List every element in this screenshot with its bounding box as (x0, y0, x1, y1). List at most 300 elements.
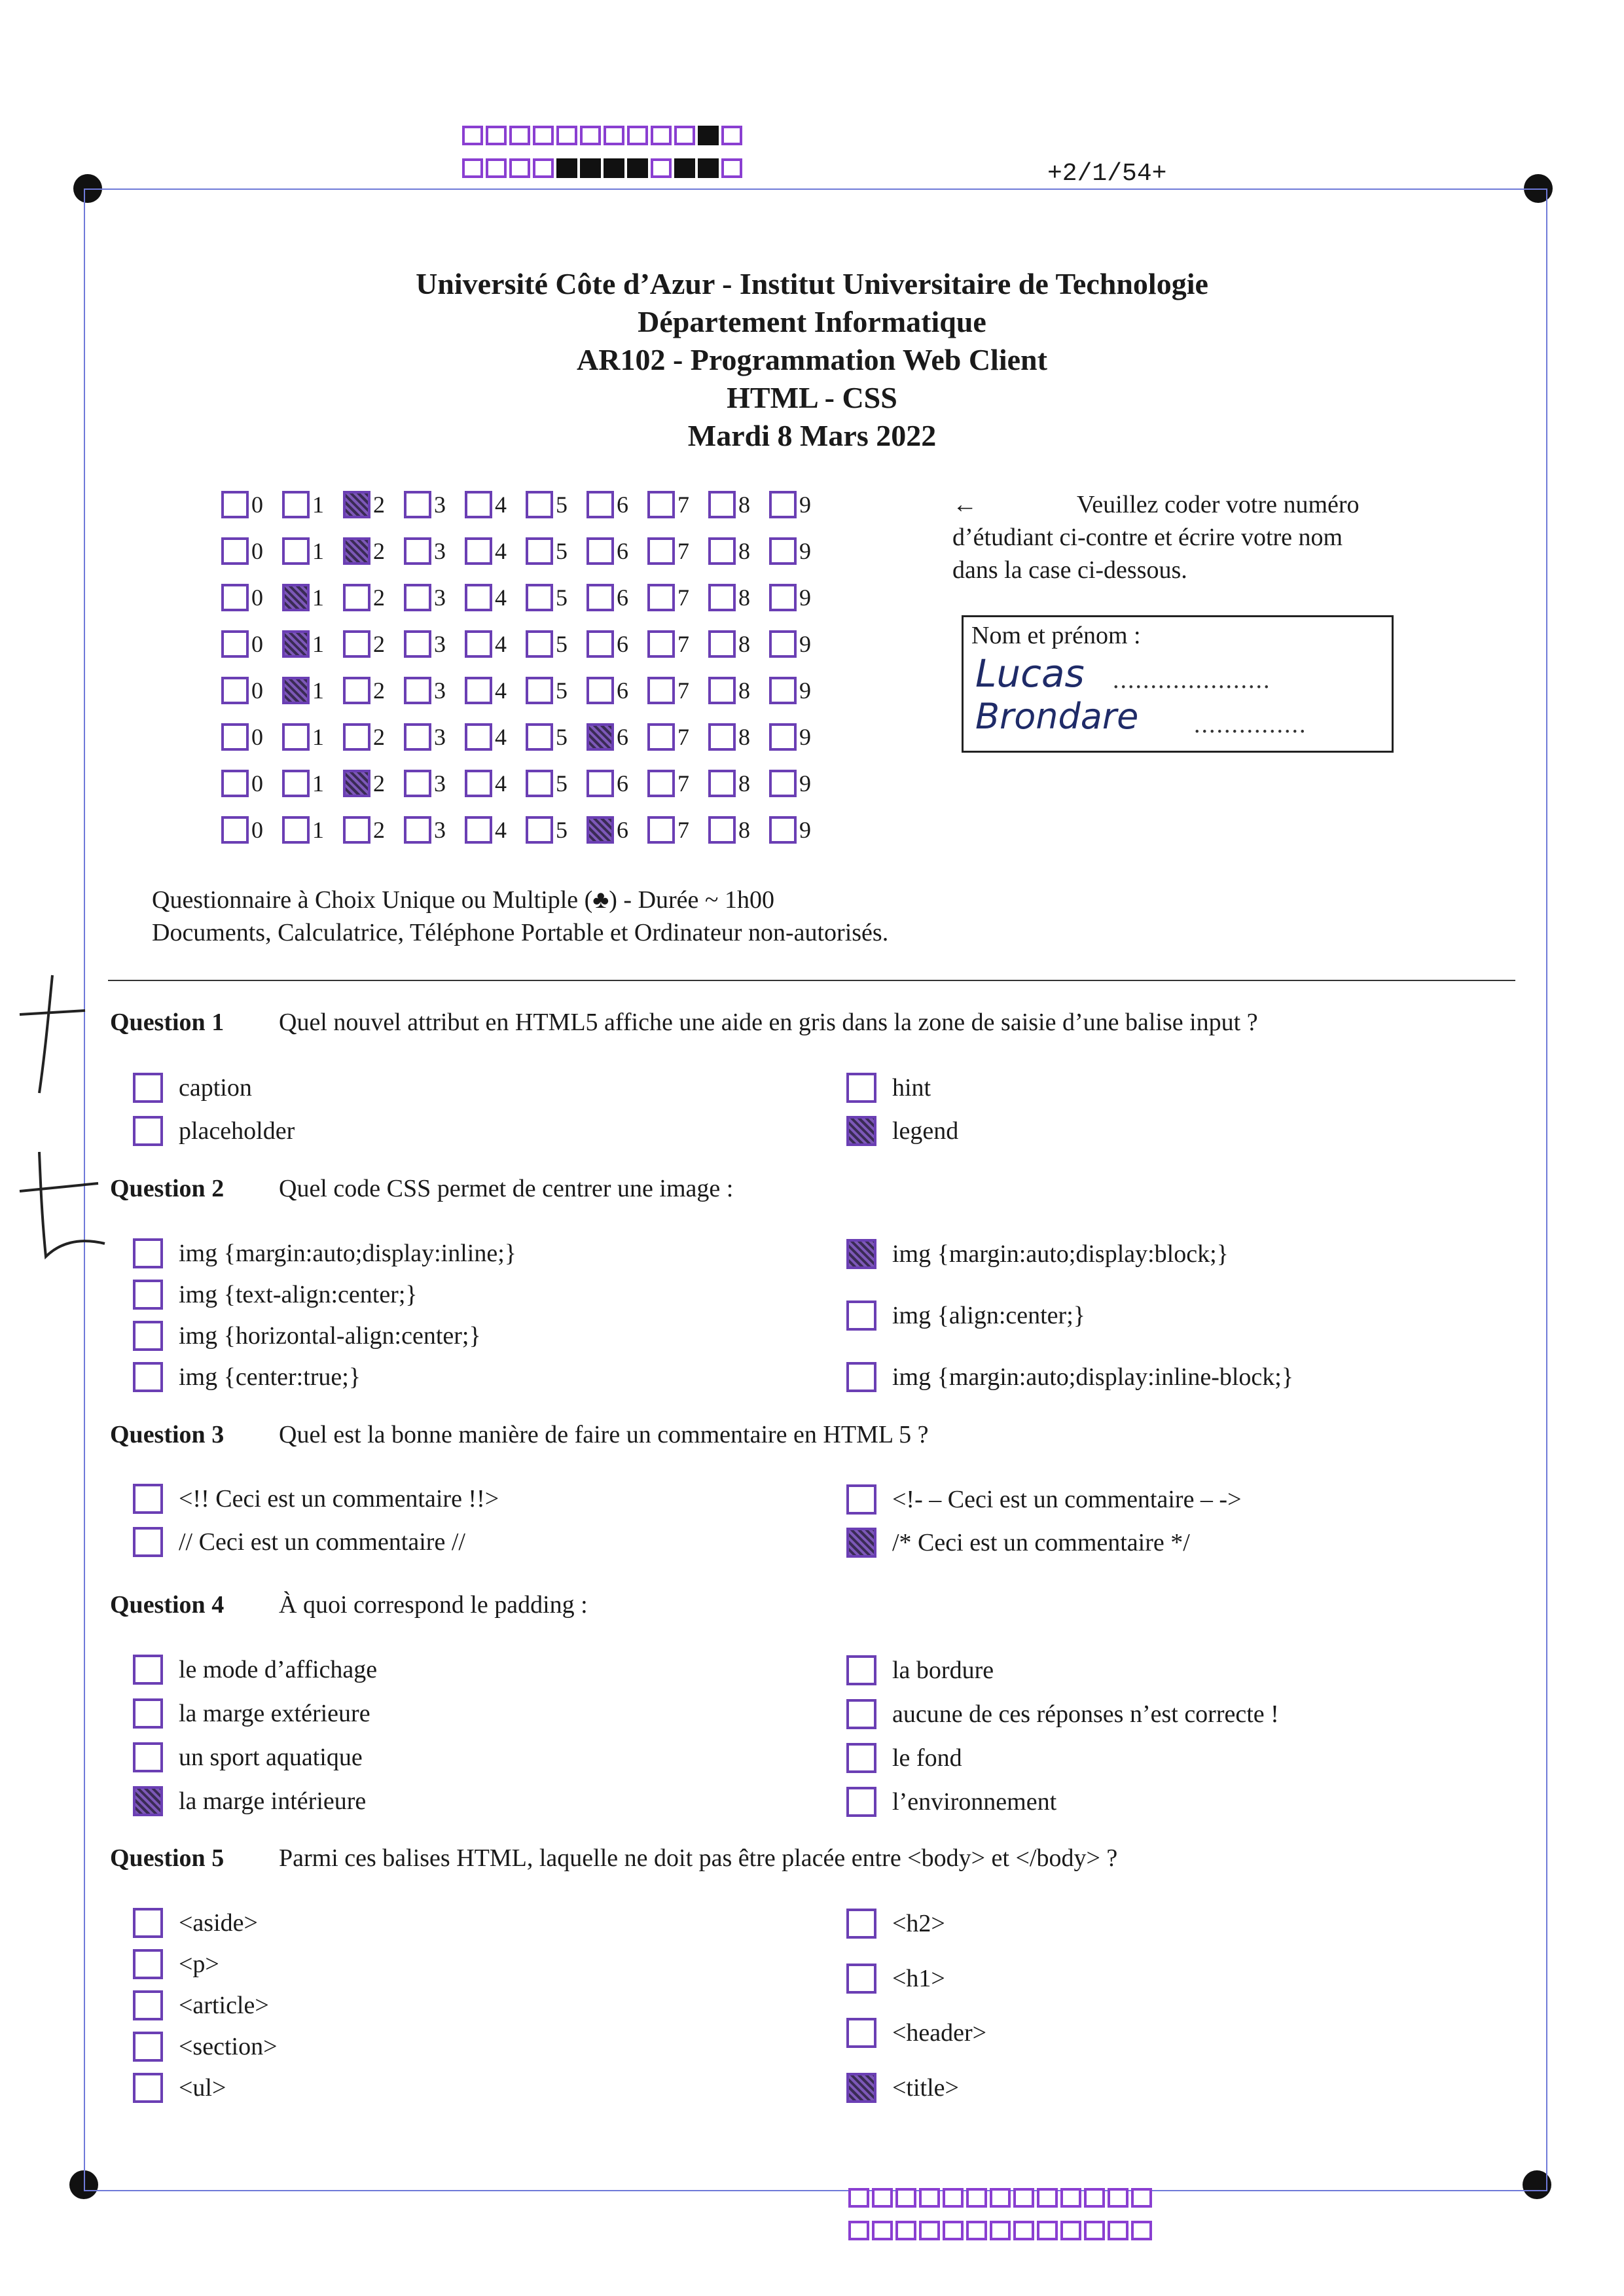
answer-option[interactable] (133, 1742, 363, 1772)
digit-checkbox[interactable] (465, 723, 492, 751)
digit-option[interactable] (465, 770, 526, 797)
digit-option[interactable] (526, 677, 586, 704)
digit-option[interactable] (647, 630, 708, 658)
digit-checkbox[interactable] (708, 770, 736, 797)
digit-checkbox[interactable] (647, 537, 675, 565)
student-number-row (221, 760, 830, 806)
digit-label: 6 (617, 770, 628, 797)
answer-option[interactable] (846, 1116, 958, 1146)
answer-checkbox[interactable] (133, 1990, 163, 2020)
digit-option[interactable] (465, 630, 526, 658)
answer-option[interactable] (846, 1073, 931, 1103)
answer-checkbox[interactable] (133, 1742, 163, 1772)
digit-label: 9 (799, 537, 811, 564)
digit-checkbox[interactable] (647, 584, 675, 611)
digit-checkbox[interactable] (647, 630, 675, 658)
answer-text: la bordure (892, 1657, 994, 1684)
answer-checkbox[interactable] (846, 2073, 876, 2103)
digit-checkbox[interactable] (282, 677, 310, 704)
digit-label: 2 (373, 816, 385, 843)
digit-label: 9 (799, 770, 811, 797)
digit-option[interactable] (526, 584, 586, 611)
digit-option[interactable] (282, 770, 343, 797)
digit-checkbox[interactable] (404, 537, 431, 565)
digit-checkbox[interactable] (343, 770, 370, 797)
digit-option[interactable] (343, 723, 404, 751)
digit-checkbox[interactable] (404, 816, 431, 844)
answer-option[interactable] (846, 2018, 986, 2048)
digit-option[interactable] (769, 630, 830, 658)
answer-option[interactable] (133, 1949, 219, 1979)
digit-option[interactable] (647, 537, 708, 565)
answer-checkbox[interactable] (846, 1528, 876, 1558)
digit-option[interactable] (769, 491, 830, 518)
digit-checkbox[interactable] (343, 677, 370, 704)
answer-checkbox[interactable] (133, 1484, 163, 1514)
answer-text: <aside> (179, 1909, 258, 1937)
digit-checkbox[interactable] (526, 770, 553, 797)
digit-checkbox[interactable] (282, 723, 310, 751)
digit-checkbox[interactable] (526, 677, 553, 704)
digit-option[interactable] (647, 723, 708, 751)
digit-option[interactable] (769, 723, 830, 751)
answer-checkbox[interactable] (133, 2032, 163, 2062)
digit-checkbox[interactable] (586, 630, 614, 658)
answer-option[interactable] (846, 1362, 1293, 1392)
digit-option[interactable] (282, 630, 343, 658)
digit-option[interactable] (647, 491, 708, 518)
answer-checkbox[interactable] (133, 1362, 163, 1392)
answer-option[interactable] (133, 1116, 295, 1146)
digit-checkbox[interactable] (282, 770, 310, 797)
digit-checkbox[interactable] (647, 491, 675, 518)
digit-option[interactable] (221, 770, 282, 797)
answer-option[interactable] (846, 1300, 1085, 1331)
digit-checkbox[interactable] (526, 816, 553, 844)
digit-checkbox[interactable] (221, 816, 249, 844)
barcode-strip-top-2 (462, 158, 742, 178)
digit-option[interactable] (769, 537, 830, 565)
digit-checkbox[interactable] (404, 491, 431, 518)
student-number-row (221, 620, 830, 667)
digit-checkbox[interactable] (708, 677, 736, 704)
digit-option[interactable] (465, 537, 526, 565)
digit-label: 3 (434, 630, 446, 657)
digit-label: 5 (556, 677, 568, 704)
digit-checkbox[interactable] (586, 584, 614, 611)
digit-checkbox[interactable] (769, 816, 797, 844)
answer-option[interactable] (133, 2073, 226, 2103)
digit-option[interactable] (647, 584, 708, 611)
answer-option[interactable] (133, 1786, 366, 1816)
digit-checkbox[interactable] (708, 723, 736, 751)
answer-checkbox[interactable] (846, 1239, 876, 1269)
digit-checkbox[interactable] (586, 677, 614, 704)
digit-option[interactable] (282, 677, 343, 704)
answer-text: hint (892, 1074, 931, 1102)
digit-label: 9 (799, 630, 811, 657)
digit-option[interactable] (404, 723, 465, 751)
digit-checkbox[interactable] (708, 584, 736, 611)
digit-checkbox[interactable] (404, 770, 431, 797)
digit-label: 5 (556, 770, 568, 797)
digit-checkbox[interactable] (526, 491, 553, 518)
digit-option[interactable] (343, 677, 404, 704)
answer-option[interactable] (846, 1909, 945, 1939)
digit-option[interactable] (769, 584, 830, 611)
answer-checkbox[interactable] (133, 1238, 163, 1268)
digit-checkbox[interactable] (282, 584, 310, 611)
digit-checkbox[interactable] (465, 770, 492, 797)
digit-checkbox[interactable] (708, 630, 736, 658)
answer-text: <h1> (892, 1965, 945, 1992)
answer-checkbox[interactable] (846, 1484, 876, 1515)
digit-option[interactable] (708, 537, 769, 565)
answer-option[interactable] (846, 1528, 1190, 1558)
digit-option[interactable] (282, 816, 343, 844)
digit-label: 7 (677, 770, 689, 797)
digit-label: 8 (738, 630, 750, 657)
digit-checkbox[interactable] (221, 770, 249, 797)
digit-option[interactable] (282, 584, 343, 611)
answer-text: img {center:true;} (179, 1363, 361, 1391)
digit-label: 8 (738, 770, 750, 797)
digit-checkbox[interactable] (647, 770, 675, 797)
digit-option[interactable] (465, 677, 526, 704)
answer-text: /* Ceci est un commentaire */ (892, 1529, 1190, 1556)
digit-label: 3 (434, 537, 446, 564)
digit-checkbox[interactable] (343, 584, 370, 611)
digit-option[interactable] (647, 770, 708, 797)
digit-option[interactable] (404, 584, 465, 611)
digit-label: 4 (495, 677, 507, 704)
digit-option[interactable] (221, 723, 282, 751)
digit-checkbox[interactable] (708, 816, 736, 844)
answer-checkbox[interactable] (133, 1527, 163, 1557)
handwritten-last-name: Brondare (975, 696, 1139, 737)
digit-checkbox[interactable] (586, 537, 614, 565)
answer-text: le mode d’affichage (179, 1656, 378, 1683)
digit-checkbox[interactable] (282, 537, 310, 565)
digit-checkbox[interactable] (282, 491, 310, 518)
digit-option[interactable] (526, 770, 586, 797)
digit-option[interactable] (343, 537, 404, 565)
digit-checkbox[interactable] (404, 677, 431, 704)
answer-text: img {text-align:center;} (179, 1281, 418, 1308)
digit-label: 9 (799, 584, 811, 611)
digit-option[interactable] (526, 723, 586, 751)
digit-option[interactable] (647, 677, 708, 704)
digit-checkbox[interactable] (404, 630, 431, 658)
answer-option[interactable] (133, 1362, 361, 1392)
header-subject: HTML - CSS (727, 381, 897, 414)
intro-line-1: Questionnaire à Choix Unique ou Multiple (♣) - Durée ~ 1h00 (152, 886, 774, 914)
answer-checkbox[interactable] (133, 1321, 163, 1351)
answer-checkbox[interactable] (133, 2073, 163, 2103)
digit-label: 5 (556, 584, 568, 611)
answer-checkbox[interactable] (133, 1116, 163, 1146)
digit-option[interactable] (526, 537, 586, 565)
answer-text: aucune de ces réponses n’est correcte ! (892, 1700, 1279, 1728)
digit-checkbox[interactable] (586, 770, 614, 797)
digit-checkbox[interactable] (526, 537, 553, 565)
digit-option[interactable] (404, 770, 465, 797)
digit-checkbox[interactable] (769, 630, 797, 658)
digit-checkbox[interactable] (708, 491, 736, 518)
digit-checkbox[interactable] (586, 816, 614, 844)
answer-option[interactable] (846, 1655, 994, 1685)
digit-checkbox[interactable] (465, 677, 492, 704)
answer-checkbox[interactable] (133, 1655, 163, 1685)
digit-option[interactable] (343, 816, 404, 844)
question-label: Question 1 (110, 1009, 225, 1036)
digit-checkbox[interactable] (404, 584, 431, 611)
answer-text: la marge intérieure (179, 1787, 367, 1815)
digit-label: 1 (312, 630, 324, 657)
answer-text: <section> (179, 2033, 278, 2060)
answer-checkbox[interactable] (846, 1964, 876, 1994)
digit-checkbox[interactable] (282, 816, 310, 844)
digit-checkbox[interactable] (586, 491, 614, 518)
digit-checkbox[interactable] (343, 723, 370, 751)
digit-option[interactable] (586, 630, 647, 658)
answer-text: un sport aquatique (179, 1744, 363, 1771)
answer-text: <!- – Ceci est un commentaire – -> (892, 1486, 1242, 1513)
answer-checkbox[interactable] (133, 1949, 163, 1979)
digit-label: 3 (434, 816, 446, 843)
digit-checkbox[interactable] (343, 816, 370, 844)
digit-option[interactable] (708, 584, 769, 611)
answer-checkbox[interactable] (846, 1909, 876, 1939)
answer-checkbox[interactable] (133, 1908, 163, 1938)
digit-label: 8 (738, 816, 750, 843)
digit-option[interactable] (221, 537, 282, 565)
answer-text: <ul> (179, 2074, 226, 2102)
digit-option[interactable] (526, 816, 586, 844)
answer-option[interactable] (133, 1073, 252, 1103)
digit-option[interactable] (708, 816, 769, 844)
answer-checkbox[interactable] (846, 1699, 876, 1729)
digit-checkbox[interactable] (526, 630, 553, 658)
digit-checkbox[interactable] (465, 816, 492, 844)
digit-option[interactable] (586, 491, 647, 518)
digit-label: 7 (677, 630, 689, 657)
digit-checkbox[interactable] (282, 630, 310, 658)
answer-option[interactable] (133, 1321, 481, 1351)
digit-option[interactable] (343, 630, 404, 658)
answer-option[interactable] (133, 1698, 370, 1729)
answer-checkbox[interactable] (846, 1073, 876, 1103)
answer-option[interactable] (846, 1787, 1056, 1817)
student-number-row (221, 667, 830, 713)
digit-label: 5 (556, 723, 568, 750)
digit-checkbox[interactable] (343, 630, 370, 658)
answer-checkbox[interactable] (846, 2018, 876, 2048)
barcode-strip-top-1 (462, 126, 742, 145)
answer-option[interactable] (846, 1239, 1229, 1269)
digit-option[interactable] (708, 491, 769, 518)
digit-option[interactable] (526, 491, 586, 518)
last-name-dotted-line: ............... (1194, 711, 1307, 738)
digit-option[interactable] (586, 816, 647, 844)
digit-checkbox[interactable] (647, 723, 675, 751)
digit-option[interactable] (708, 770, 769, 797)
digit-option[interactable] (221, 816, 282, 844)
digit-option[interactable] (586, 537, 647, 565)
digit-option[interactable] (708, 677, 769, 704)
digit-option[interactable] (586, 723, 647, 751)
digit-checkbox[interactable] (769, 537, 797, 565)
answer-checkbox[interactable] (133, 1280, 163, 1310)
answer-checkbox[interactable] (846, 1300, 876, 1331)
intro-line-2: Documents, Calculatrice, Téléphone Portable et Ordinateur non-autorisés. (152, 919, 889, 946)
digit-option[interactable] (282, 491, 343, 518)
question-label: Question 5 (110, 1844, 225, 1872)
digit-label: 4 (495, 816, 507, 843)
digit-checkbox[interactable] (708, 537, 736, 565)
digit-option[interactable] (404, 677, 465, 704)
answer-option[interactable] (133, 1527, 465, 1557)
digit-checkbox[interactable] (769, 584, 797, 611)
digit-option[interactable] (526, 630, 586, 658)
digit-label: 1 (312, 770, 324, 797)
digit-checkbox[interactable] (647, 816, 675, 844)
answer-option[interactable] (133, 1990, 269, 2020)
question-text: À quoi correspond le padding : (279, 1591, 588, 1619)
digit-checkbox[interactable] (769, 677, 797, 704)
digit-checkbox[interactable] (769, 723, 797, 751)
answer-checkbox[interactable] (846, 1116, 876, 1146)
digit-label: 7 (677, 816, 689, 843)
answer-checkbox[interactable] (133, 1073, 163, 1103)
digit-checkbox[interactable] (769, 491, 797, 518)
answer-option[interactable] (133, 1280, 418, 1310)
digit-checkbox[interactable] (526, 723, 553, 751)
digit-option[interactable] (404, 537, 465, 565)
answer-option[interactable] (846, 1484, 1242, 1515)
instructions-line-3: dans la case ci-dessous. (952, 556, 1187, 584)
digit-option[interactable] (586, 584, 647, 611)
digit-option[interactable] (769, 816, 830, 844)
digit-option[interactable] (465, 816, 526, 844)
answer-option[interactable] (846, 1964, 945, 1994)
name-box[interactable] (962, 615, 1394, 753)
answer-option[interactable] (133, 2032, 278, 2062)
digit-checkbox[interactable] (221, 723, 249, 751)
answer-checkbox[interactable] (846, 1655, 876, 1685)
digit-option[interactable] (586, 677, 647, 704)
answer-option[interactable] (133, 1908, 258, 1938)
digit-label: 5 (556, 816, 568, 843)
digit-option[interactable] (343, 584, 404, 611)
student-number-row (221, 528, 830, 574)
digit-option[interactable] (465, 491, 526, 518)
digit-option[interactable] (221, 677, 282, 704)
digit-option[interactable] (647, 816, 708, 844)
answer-option[interactable] (846, 2073, 959, 2103)
digit-option[interactable] (221, 491, 282, 518)
answer-checkbox[interactable] (846, 1787, 876, 1817)
digit-checkbox[interactable] (221, 537, 249, 565)
digit-checkbox[interactable] (465, 491, 492, 518)
answer-option[interactable] (846, 1743, 962, 1773)
digit-option[interactable] (769, 770, 830, 797)
page-code: +2/1/54+ (1047, 160, 1167, 188)
digit-option[interactable] (404, 491, 465, 518)
answer-option[interactable] (133, 1238, 516, 1268)
digit-checkbox[interactable] (221, 677, 249, 704)
answer-checkbox[interactable] (133, 1786, 163, 1816)
digit-checkbox[interactable] (404, 723, 431, 751)
question-4-header (110, 1590, 588, 1619)
digit-checkbox[interactable] (221, 584, 249, 611)
digit-label: 2 (373, 723, 385, 750)
digit-label: 0 (251, 677, 263, 704)
digit-label: 7 (677, 491, 689, 518)
question-1-header (110, 1008, 1258, 1037)
digit-checkbox[interactable] (465, 584, 492, 611)
answer-option[interactable] (846, 1699, 1279, 1729)
digit-label: 7 (677, 677, 689, 704)
digit-label: 0 (251, 491, 263, 518)
digit-option[interactable] (404, 630, 465, 658)
digit-label: 7 (677, 537, 689, 564)
margin-mark-q2 (13, 1145, 118, 1276)
digit-label: 0 (251, 584, 263, 611)
digit-checkbox[interactable] (343, 491, 370, 518)
answer-checkbox[interactable] (846, 1362, 876, 1392)
answer-text: img {margin:auto;display:inline;} (179, 1240, 517, 1267)
digit-option[interactable] (708, 630, 769, 658)
answer-option[interactable] (133, 1655, 377, 1685)
digit-option[interactable] (221, 584, 282, 611)
digit-option[interactable] (404, 816, 465, 844)
digit-label: 2 (373, 770, 385, 797)
digit-label: 5 (556, 537, 568, 564)
digit-label: 3 (434, 723, 446, 750)
digit-checkbox[interactable] (586, 723, 614, 751)
digit-checkbox[interactable] (647, 677, 675, 704)
answer-checkbox[interactable] (846, 1743, 876, 1773)
digit-option[interactable] (343, 770, 404, 797)
digit-checkbox[interactable] (465, 537, 492, 565)
digit-checkbox[interactable] (769, 770, 797, 797)
student-number-grid (221, 481, 830, 853)
digit-option[interactable] (465, 584, 526, 611)
answer-text: l’environnement (892, 1788, 1057, 1816)
digit-option[interactable] (221, 630, 282, 658)
digit-checkbox[interactable] (343, 537, 370, 565)
digit-option[interactable] (586, 770, 647, 797)
digit-option[interactable] (282, 723, 343, 751)
digit-option[interactable] (769, 677, 830, 704)
digit-option[interactable] (465, 723, 526, 751)
digit-label: 7 (677, 584, 689, 611)
answer-checkbox[interactable] (133, 1698, 163, 1729)
digit-label: 1 (312, 723, 324, 750)
digit-label: 9 (799, 816, 811, 843)
digit-option[interactable] (343, 491, 404, 518)
digit-checkbox[interactable] (526, 584, 553, 611)
digit-checkbox[interactable] (465, 630, 492, 658)
header-course: AR102 - Programmation Web Client (577, 343, 1047, 376)
digit-checkbox[interactable] (221, 630, 249, 658)
digit-label: 9 (799, 723, 811, 750)
digit-checkbox[interactable] (221, 491, 249, 518)
digit-option[interactable] (282, 537, 343, 565)
digit-option[interactable] (708, 723, 769, 751)
answer-option[interactable] (133, 1484, 499, 1514)
